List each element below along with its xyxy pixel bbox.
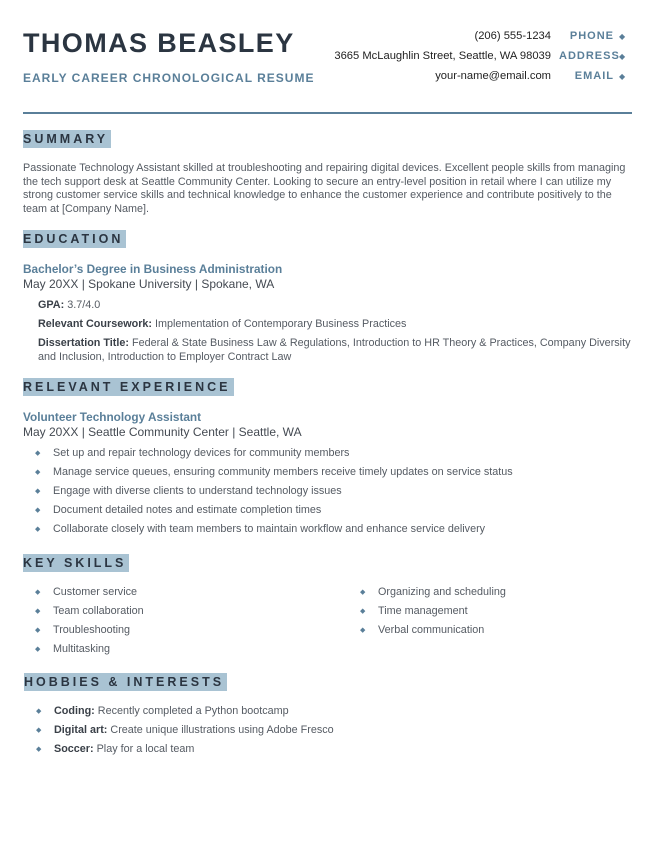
diamond-icon: ◆ — [619, 51, 626, 61]
hobby-label: Soccer: — [54, 743, 94, 755]
hobbies-list — [36, 705, 334, 762]
diamond-icon: ◆ — [619, 71, 626, 81]
phone-label: PHONE — [569, 30, 614, 42]
detail-label: Dissertation Title: — [38, 337, 129, 349]
list-item: ◆ Team collaboration — [35, 605, 144, 617]
summary-heading: SUMMARY — [23, 130, 111, 148]
list-item: ◆ Troubleshooting — [35, 624, 131, 636]
diamond-icon: ◆ — [35, 608, 41, 615]
education-heading: EDUCATION — [23, 230, 126, 248]
summary-text: Passionate Technology Assistant skilled at troubleshooting and repairing digital devices. Excellent people skills from managing the tech support desk at Seattle Community Center. Looking to secure an entry-level position in retail where I can utilize my strong customer service skills and technical knowledge to enhance the customer experience and contribute positively to the team at [Company Name]. — [23, 162, 626, 215]
hobbies-heading: HOBBIES & INTERESTS — [24, 673, 227, 691]
skills-heading: KEY SKILLS — [23, 554, 129, 572]
detail-value: Implementation of Contemporary Business Practices — [155, 318, 407, 330]
diamond-icon: ◆ — [35, 589, 41, 596]
list-item: ◆ Multitasking — [35, 643, 111, 655]
list-item: ◆ Engage with diverse clients to understand technology issues — [35, 485, 342, 497]
list-item: ◆ Customer service — [35, 586, 137, 598]
hobby-value: Recently completed a Python bootcamp — [97, 705, 289, 717]
list-item: ◆ Verbal communication — [360, 624, 485, 636]
list-item: ◆ Time management — [360, 605, 468, 617]
diamond-icon: ◆ — [36, 727, 42, 734]
list-item: ◆ Organizing and scheduling — [360, 586, 506, 598]
diamond-icon: ◆ — [35, 507, 41, 514]
phone-value: (206) 555-1234 — [474, 30, 551, 42]
list-item: ◆ Set up and repair technology devices for community members — [35, 447, 350, 459]
list-item — [36, 724, 334, 743]
job-meta: May 20XX | Seattle Community Center | Seattle, WA — [23, 425, 302, 439]
degree-title: Bachelor’s Degree in Business Administration — [23, 262, 283, 276]
experience-bullets — [35, 447, 513, 542]
skills-left-list — [35, 586, 144, 662]
skills-right-list — [360, 586, 506, 643]
email-value: your-name@email.com — [435, 70, 551, 82]
address-value: 3665 McLaughlin Street, Seattle, WA 98039 — [334, 50, 551, 62]
hobby-value: Create unique illustrations using Adobe Fresco — [110, 724, 334, 736]
education-meta: May 20XX | Spokane University | Spokane, WA — [23, 277, 275, 291]
diamond-icon: ◆ — [360, 589, 366, 596]
hobby-value: Play for a local team — [96, 743, 195, 755]
contact-email — [435, 70, 626, 82]
education-detail-dissertation — [38, 337, 633, 364]
diamond-icon: ◆ — [360, 627, 366, 634]
diamond-icon: ◆ — [36, 708, 42, 715]
detail-value: 3.7/4.0 — [67, 299, 101, 311]
education-detail-gpa — [38, 299, 633, 313]
contact-phone — [474, 30, 626, 42]
diamond-icon: ◆ — [35, 450, 41, 457]
diamond-icon: ◆ — [36, 746, 42, 753]
diamond-icon: ◆ — [360, 608, 366, 615]
education-detail-coursework — [38, 318, 633, 332]
job-title: Volunteer Technology Assistant — [23, 410, 202, 424]
diamond-icon: ◆ — [35, 627, 41, 634]
list-item — [36, 743, 334, 762]
header-divider — [23, 112, 632, 114]
detail-value: Federal & State Business Law & Regulations, Introduction to HR Theory & Practices, Company Diversity and Inclusion, Introduction to Employer Contract Law — [38, 337, 631, 363]
address-label: ADDRESS — [559, 50, 620, 62]
diamond-icon: ◆ — [35, 488, 41, 495]
list-item — [36, 705, 334, 724]
contact-address — [334, 50, 626, 62]
candidate-name: THOMAS BEASLEY — [23, 28, 295, 58]
detail-label: Relevant Coursework: — [38, 318, 152, 330]
resume-subtitle: EARLY CAREER CHRONOLOGICAL RESUME — [23, 71, 315, 85]
diamond-icon: ◆ — [619, 31, 626, 41]
diamond-icon: ◆ — [35, 646, 41, 653]
experience-heading: RELEVANT EXPERIENCE — [23, 378, 234, 396]
email-label: EMAIL — [574, 70, 614, 82]
diamond-icon: ◆ — [35, 526, 41, 533]
hobby-label: Coding: — [54, 705, 95, 717]
list-item: ◆ Manage service queues, ensuring community members receive timely updates on service status — [35, 466, 513, 478]
diamond-icon: ◆ — [35, 469, 41, 476]
hobby-label: Digital art: — [54, 724, 108, 736]
list-item: ◆ Collaborate closely with team members to maintain workflow and enhance service delivery — [35, 523, 486, 535]
list-item: ◆ Document detailed notes and estimate completion times — [35, 504, 322, 516]
detail-label: GPA: — [38, 299, 65, 311]
